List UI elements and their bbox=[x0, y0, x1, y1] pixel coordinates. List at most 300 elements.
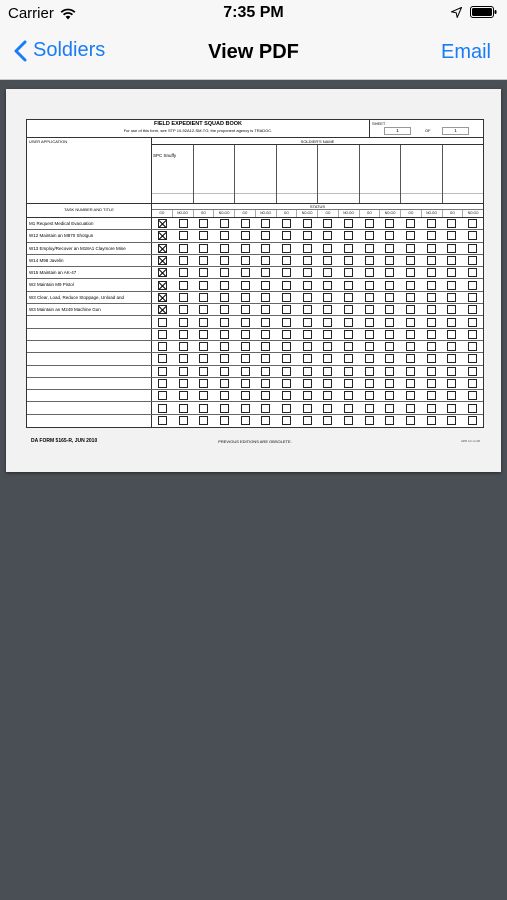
check-cell bbox=[442, 402, 463, 413]
checkbox bbox=[199, 404, 208, 413]
check-cell bbox=[400, 267, 421, 278]
check-cell bbox=[173, 304, 194, 315]
checkbox bbox=[406, 391, 415, 400]
checkbox bbox=[468, 404, 477, 413]
checkbox bbox=[323, 318, 332, 327]
checkbox bbox=[179, 281, 188, 290]
check-cell bbox=[297, 341, 318, 352]
checkbox bbox=[468, 305, 477, 314]
check-cell bbox=[276, 243, 297, 254]
previous-editions-note: PREVIOUS EDITIONS ARE OBSOLETE. bbox=[218, 439, 292, 444]
checkbox bbox=[365, 379, 374, 388]
checkbox bbox=[303, 330, 312, 339]
check-cell bbox=[442, 415, 463, 427]
checkbox bbox=[468, 330, 477, 339]
check-cell bbox=[338, 390, 359, 401]
checkbox bbox=[303, 354, 312, 363]
checkbox bbox=[241, 330, 250, 339]
checkbox bbox=[282, 404, 291, 413]
checkbox bbox=[282, 416, 291, 425]
battery-icon bbox=[470, 6, 497, 18]
check-cell bbox=[297, 402, 318, 413]
check-cell bbox=[442, 366, 463, 377]
checkbox bbox=[158, 318, 167, 327]
checkbox bbox=[199, 281, 208, 290]
check-cell bbox=[462, 304, 483, 315]
checkbox bbox=[241, 281, 250, 290]
go-header: GO bbox=[443, 210, 464, 217]
checkbox bbox=[261, 379, 270, 388]
of-label: OF bbox=[425, 128, 431, 133]
checkbox bbox=[406, 219, 415, 228]
checkbox bbox=[344, 416, 353, 425]
check-cell bbox=[400, 243, 421, 254]
task-checks bbox=[152, 402, 483, 413]
checkbox bbox=[385, 244, 394, 253]
checkbox bbox=[385, 342, 394, 351]
check-cell bbox=[338, 292, 359, 303]
check-cell bbox=[214, 378, 235, 389]
checkbox bbox=[406, 256, 415, 265]
checkbox bbox=[303, 305, 312, 314]
checkbox bbox=[385, 330, 394, 339]
check-cell bbox=[400, 279, 421, 290]
checkbox bbox=[468, 256, 477, 265]
check-cell bbox=[276, 218, 297, 229]
checkbox bbox=[406, 416, 415, 425]
soldier-column bbox=[318, 145, 360, 203]
checkbox bbox=[406, 318, 415, 327]
checkbox bbox=[261, 318, 270, 327]
task-row bbox=[27, 304, 483, 316]
check-cell bbox=[359, 316, 380, 327]
check-cell bbox=[421, 230, 442, 241]
checked-checkbox bbox=[158, 231, 167, 240]
check-cell bbox=[318, 267, 339, 278]
checkbox bbox=[241, 404, 250, 413]
checkbox bbox=[427, 231, 436, 240]
check-cell bbox=[462, 292, 483, 303]
check-cell bbox=[173, 267, 194, 278]
checkbox bbox=[447, 342, 456, 351]
task-name bbox=[27, 415, 152, 427]
check-cell bbox=[462, 316, 483, 327]
task-name bbox=[27, 353, 152, 364]
checkbox bbox=[303, 404, 312, 413]
task-checks bbox=[152, 378, 483, 389]
task-header-row bbox=[27, 204, 483, 218]
check-cell bbox=[173, 243, 194, 254]
check-cell bbox=[276, 316, 297, 327]
checkbox bbox=[179, 404, 188, 413]
checkbox bbox=[365, 391, 374, 400]
check-cell bbox=[152, 329, 173, 340]
check-cell bbox=[400, 230, 421, 241]
check-cell bbox=[152, 255, 173, 266]
checkbox bbox=[365, 305, 374, 314]
task-row bbox=[27, 243, 483, 255]
check-cell bbox=[297, 353, 318, 364]
go-header: GO bbox=[194, 210, 215, 217]
check-cell bbox=[193, 316, 214, 327]
sheet-label: SHEET bbox=[372, 121, 386, 126]
check-cell bbox=[318, 304, 339, 315]
check-cell bbox=[421, 366, 442, 377]
checkbox bbox=[303, 318, 312, 327]
check-cell bbox=[400, 402, 421, 413]
check-cell bbox=[359, 390, 380, 401]
checkbox bbox=[261, 342, 270, 351]
checkbox bbox=[344, 354, 353, 363]
check-cell bbox=[235, 304, 256, 315]
task-checks bbox=[152, 218, 483, 229]
checkbox bbox=[199, 219, 208, 228]
check-cell bbox=[318, 415, 339, 427]
checkbox bbox=[303, 416, 312, 425]
checkbox bbox=[344, 404, 353, 413]
checkbox bbox=[468, 293, 477, 302]
checkbox bbox=[241, 256, 250, 265]
check-cell bbox=[359, 230, 380, 241]
checkbox bbox=[220, 244, 229, 253]
check-cell bbox=[255, 353, 276, 364]
checkbox bbox=[199, 391, 208, 400]
check-cell bbox=[193, 341, 214, 352]
check-cell bbox=[400, 378, 421, 389]
checkbox bbox=[158, 379, 167, 388]
check-cell bbox=[359, 353, 380, 364]
check-cell bbox=[297, 316, 318, 327]
checkbox bbox=[427, 330, 436, 339]
check-cell bbox=[421, 243, 442, 254]
soldier-column-divider bbox=[443, 193, 484, 194]
nogo-header: NO-GO bbox=[297, 210, 318, 217]
check-cell bbox=[276, 255, 297, 266]
check-cell bbox=[338, 378, 359, 389]
task-row bbox=[27, 230, 483, 242]
checkbox bbox=[179, 367, 188, 376]
check-cell bbox=[255, 267, 276, 278]
soldier-column-divider bbox=[235, 193, 276, 194]
nogo-header: NO-GO bbox=[173, 210, 194, 217]
checkbox bbox=[179, 379, 188, 388]
go-nogo-header bbox=[152, 210, 483, 217]
checkbox bbox=[447, 293, 456, 302]
check-cell bbox=[338, 415, 359, 427]
checkbox bbox=[303, 342, 312, 351]
checkbox bbox=[447, 367, 456, 376]
check-cell bbox=[214, 341, 235, 352]
checkbox bbox=[385, 379, 394, 388]
check-cell bbox=[380, 341, 401, 352]
check-cell bbox=[462, 267, 483, 278]
status-bar bbox=[0, 0, 507, 30]
checkbox bbox=[179, 330, 188, 339]
check-cell bbox=[338, 329, 359, 340]
checkbox bbox=[406, 305, 415, 314]
check-cell bbox=[235, 279, 256, 290]
checkbox bbox=[158, 367, 167, 376]
check-cell bbox=[297, 415, 318, 427]
checked-checkbox bbox=[158, 244, 167, 253]
checkbox bbox=[199, 354, 208, 363]
check-cell bbox=[152, 267, 173, 278]
task-name: W2 Maintain M9 Pistol bbox=[27, 279, 152, 290]
checkbox bbox=[220, 379, 229, 388]
task-name: W12 Maintain an M870 Shotgun bbox=[27, 230, 152, 241]
checkbox bbox=[179, 256, 188, 265]
checkbox bbox=[282, 391, 291, 400]
soldier-column-divider bbox=[194, 193, 235, 194]
checkbox bbox=[323, 231, 332, 240]
check-cell bbox=[338, 255, 359, 266]
check-cell bbox=[421, 292, 442, 303]
check-cell bbox=[193, 243, 214, 254]
check-cell bbox=[318, 230, 339, 241]
checkbox bbox=[158, 416, 167, 425]
checkbox bbox=[447, 231, 456, 240]
check-cell bbox=[462, 366, 483, 377]
form-title: FIELD EXPEDIENT SQUAD BOOK bbox=[153, 121, 242, 127]
checkbox bbox=[241, 268, 250, 277]
task-row bbox=[27, 415, 483, 427]
checkbox bbox=[447, 281, 456, 290]
checkbox bbox=[365, 281, 374, 290]
check-cell bbox=[173, 366, 194, 377]
checkbox bbox=[323, 305, 332, 314]
checkbox bbox=[447, 404, 456, 413]
checked-checkbox bbox=[158, 219, 167, 228]
check-cell bbox=[442, 267, 463, 278]
checkbox bbox=[385, 416, 394, 425]
checkbox bbox=[365, 330, 374, 339]
check-cell bbox=[235, 255, 256, 266]
check-cell bbox=[276, 292, 297, 303]
check-cell bbox=[235, 378, 256, 389]
check-cell bbox=[297, 279, 318, 290]
check-cell bbox=[359, 402, 380, 413]
task-checks bbox=[152, 316, 483, 327]
checkbox bbox=[282, 342, 291, 351]
check-cell bbox=[214, 304, 235, 315]
check-cell bbox=[152, 230, 173, 241]
checkbox bbox=[406, 354, 415, 363]
check-cell bbox=[400, 218, 421, 229]
task-row bbox=[27, 279, 483, 291]
checkbox bbox=[179, 231, 188, 240]
checkbox bbox=[199, 342, 208, 351]
check-cell bbox=[214, 353, 235, 364]
check-cell bbox=[297, 390, 318, 401]
task-checks bbox=[152, 292, 483, 303]
soldiers-area bbox=[152, 138, 483, 203]
checkbox bbox=[261, 404, 270, 413]
checkbox bbox=[344, 281, 353, 290]
checkbox bbox=[179, 268, 188, 277]
checkbox bbox=[241, 367, 250, 376]
soldiers-name-label: SOLDIER'S NAME bbox=[152, 138, 483, 145]
check-cell bbox=[276, 279, 297, 290]
check-cell bbox=[318, 353, 339, 364]
check-cell bbox=[400, 316, 421, 327]
soldier-column bbox=[401, 145, 443, 203]
checkbox bbox=[385, 354, 394, 363]
check-cell bbox=[380, 390, 401, 401]
check-cell bbox=[462, 243, 483, 254]
checkbox bbox=[427, 354, 436, 363]
task-checks bbox=[152, 255, 483, 266]
checkbox bbox=[447, 330, 456, 339]
check-cell bbox=[214, 316, 235, 327]
checkbox bbox=[468, 379, 477, 388]
checkbox bbox=[241, 379, 250, 388]
checkbox bbox=[406, 342, 415, 351]
check-cell bbox=[400, 390, 421, 401]
checkbox bbox=[427, 367, 436, 376]
checkbox bbox=[365, 404, 374, 413]
check-cell bbox=[214, 366, 235, 377]
checkbox bbox=[282, 367, 291, 376]
check-cell bbox=[442, 378, 463, 389]
email-button[interactable]: Email bbox=[440, 41, 491, 63]
checkbox bbox=[241, 293, 250, 302]
check-cell bbox=[152, 218, 173, 229]
soldier-column bbox=[360, 145, 402, 203]
check-cell bbox=[297, 366, 318, 377]
status-area bbox=[152, 204, 483, 217]
check-cell bbox=[318, 243, 339, 254]
task-row bbox=[27, 390, 483, 402]
form-number: DA FORM 5165-R, JUN 2010 bbox=[31, 438, 98, 444]
checkbox bbox=[241, 305, 250, 314]
checkbox bbox=[303, 231, 312, 240]
checkbox bbox=[241, 318, 250, 327]
check-cell bbox=[318, 390, 339, 401]
checkbox bbox=[261, 354, 270, 363]
check-cell bbox=[173, 255, 194, 266]
checkbox bbox=[241, 231, 250, 240]
checkbox bbox=[220, 354, 229, 363]
checkbox bbox=[261, 219, 270, 228]
checkbox bbox=[261, 281, 270, 290]
checkbox bbox=[427, 391, 436, 400]
check-cell bbox=[338, 279, 359, 290]
checkbox bbox=[241, 342, 250, 351]
checkbox bbox=[427, 293, 436, 302]
check-cell bbox=[173, 230, 194, 241]
checkbox bbox=[323, 404, 332, 413]
checkbox bbox=[220, 293, 229, 302]
checkbox bbox=[468, 318, 477, 327]
check-cell bbox=[235, 402, 256, 413]
check-cell bbox=[255, 230, 276, 241]
check-cell bbox=[421, 279, 442, 290]
check-cell bbox=[173, 353, 194, 364]
check-cell bbox=[255, 378, 276, 389]
check-cell bbox=[255, 304, 276, 315]
check-cell bbox=[235, 329, 256, 340]
check-cell bbox=[338, 243, 359, 254]
checkbox bbox=[427, 379, 436, 388]
form-subtitle: For use of this form, see STP 10-92A12-SM-TG; the proponent agency is TRADOC. bbox=[123, 128, 273, 133]
checkbox bbox=[199, 318, 208, 327]
navigation-bar bbox=[0, 30, 507, 80]
check-cell bbox=[276, 329, 297, 340]
checkbox bbox=[365, 367, 374, 376]
task-row bbox=[27, 267, 483, 279]
check-cell bbox=[193, 390, 214, 401]
checkbox bbox=[427, 416, 436, 425]
checkbox bbox=[220, 342, 229, 351]
checkbox bbox=[261, 305, 270, 314]
user-application-label: USER APPLICATION bbox=[29, 139, 68, 144]
checkbox bbox=[427, 268, 436, 277]
task-row bbox=[27, 341, 483, 353]
check-cell bbox=[380, 329, 401, 340]
check-cell bbox=[380, 316, 401, 327]
task-name bbox=[27, 341, 152, 352]
task-checks bbox=[152, 366, 483, 377]
check-cell bbox=[173, 279, 194, 290]
check-cell bbox=[421, 255, 442, 266]
pdf-page[interactable] bbox=[6, 89, 501, 472]
task-name: W15 Maintain an AK-47 bbox=[27, 267, 152, 278]
checkbox bbox=[427, 404, 436, 413]
task-name: W14 M98 Javelin bbox=[27, 255, 152, 266]
checkbox bbox=[220, 281, 229, 290]
check-cell bbox=[421, 341, 442, 352]
page-title: View PDF bbox=[208, 41, 299, 63]
check-cell bbox=[276, 402, 297, 413]
check-cell bbox=[421, 304, 442, 315]
soldier-section bbox=[27, 138, 483, 204]
check-cell bbox=[152, 390, 173, 401]
checkbox bbox=[282, 244, 291, 253]
checkbox bbox=[199, 367, 208, 376]
check-cell bbox=[193, 292, 214, 303]
check-cell bbox=[152, 304, 173, 315]
checkbox bbox=[303, 256, 312, 265]
check-cell bbox=[359, 304, 380, 315]
check-cell bbox=[255, 329, 276, 340]
checkbox bbox=[406, 330, 415, 339]
check-cell bbox=[235, 243, 256, 254]
check-cell bbox=[255, 341, 276, 352]
checkbox bbox=[468, 231, 477, 240]
task-row bbox=[27, 316, 483, 328]
pdf-viewer[interactable] bbox=[0, 81, 507, 900]
checkbox bbox=[344, 330, 353, 339]
check-cell bbox=[380, 366, 401, 377]
check-cell bbox=[421, 218, 442, 229]
check-cell bbox=[173, 341, 194, 352]
check-cell bbox=[318, 316, 339, 327]
checkbox bbox=[385, 256, 394, 265]
check-cell bbox=[255, 255, 276, 266]
check-cell bbox=[318, 279, 339, 290]
task-name: W3 Clear, Load, Reduce Stoppage, Unload and bbox=[27, 292, 152, 303]
check-cell bbox=[400, 292, 421, 303]
checkbox bbox=[179, 416, 188, 425]
form-footer bbox=[26, 438, 484, 448]
checkbox bbox=[220, 256, 229, 265]
check-cell bbox=[235, 267, 256, 278]
checkbox bbox=[158, 330, 167, 339]
checkbox bbox=[427, 256, 436, 265]
check-cell bbox=[338, 267, 359, 278]
check-cell bbox=[462, 415, 483, 427]
checkbox bbox=[344, 268, 353, 277]
